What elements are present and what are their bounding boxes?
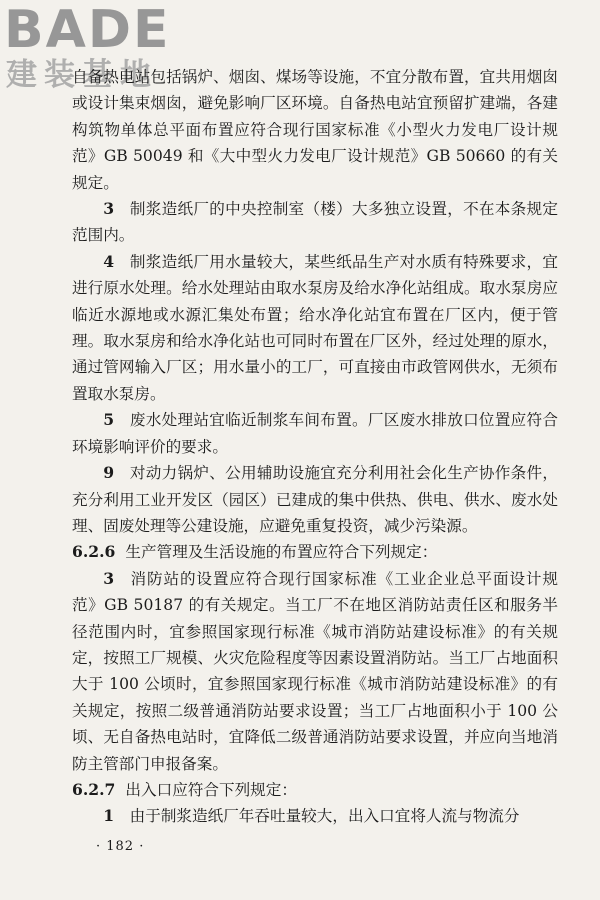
section-clause bbox=[72, 777, 558, 803]
paragraph bbox=[72, 566, 558, 777]
paragraph bbox=[72, 249, 558, 407]
paragraph-text: 制浆造纸厂的中央控制室（楼）大多独立设置，不在本条规定范围内。 bbox=[72, 200, 558, 245]
section-number: 6.2.6 bbox=[72, 542, 116, 562]
item-number: 1 bbox=[103, 806, 115, 826]
item-number: 4 bbox=[103, 251, 115, 271]
item-number: 9 bbox=[103, 463, 115, 483]
watermark-brand: BADE bbox=[4, 0, 171, 60]
section-clause bbox=[72, 539, 558, 565]
page-number: · 182 · bbox=[96, 839, 145, 854]
item-number: 3 bbox=[103, 568, 115, 588]
section-text: 出入口应符合下列规定： bbox=[125, 780, 297, 799]
paragraph bbox=[72, 196, 558, 249]
paragraph-text: 由于制浆造纸厂年吞吐量较大，出入口宜将人流与物流分 bbox=[129, 807, 520, 826]
section-text: 生产管理及生活设施的布置应符合下列规定： bbox=[125, 543, 438, 562]
paragraph bbox=[72, 407, 558, 460]
watermark-subtitle: 建装基地 bbox=[6, 57, 158, 93]
page-body bbox=[72, 64, 558, 830]
paragraph bbox=[72, 64, 558, 196]
paragraph-text: 消防站的设置应符合现行国家标准《工业企业总平面设计规范》GB 50187 的有关规定。当工厂不在地区消防站责任区和服务半径范围内时，宜参照国家现行标准《城市消防站建设标准》的有关规定，按照工厂规模、火灾危险程度等因素设置消防站。当工厂占地面积大于 100 公顷时，宜参照国家现行标准《城市消防站建设标准》的有关规定，按照二级普通消防站要求设置；当工厂占地面积小于 100 公顷、无自备热电站时，宜降低二级普通消防站要求设置，并应向当地消防主管部门申报备案。 bbox=[72, 569, 558, 773]
paragraph-text: 对动力锅炉、公用辅助设施宜充分利用社会化生产协作条件，充分利用工业开发区（园区）已建成的集中供热、供电、供水、废水处理、固废处理等公建设施，应避免重复投资，减少污染源。 bbox=[72, 464, 558, 535]
paragraph bbox=[72, 803, 558, 829]
item-number: 3 bbox=[103, 199, 115, 219]
item-number: 5 bbox=[103, 410, 115, 430]
paragraph bbox=[72, 460, 558, 539]
section-number: 6.2.7 bbox=[72, 779, 116, 799]
paragraph-text: 自备热电站包括锅炉、烟囱、煤场等设施，不宜分散布置，宜共用烟囱或设计集束烟囱，避免影响厂区环境。自备热电站宜预留扩建端，各建构筑物单体总平面布置应符合现行国家标准《小型火力发电厂设计规范》GB 50049 和《大中型火力发电厂设计规范》GB 50660 的有关规定。 bbox=[72, 68, 558, 192]
paragraph-text: 制浆造纸厂用水量较大，某些纸品生产对水质有特殊要求，宜进行原水处理。给水处理站由取水泵房及给水净化站组成。取水泵房应临近水源地或水源汇集处布置；给水净化站宜布置在厂区内，便于管理。取水泵房和给水净化站也可同时布置在厂区外，经过处理的原水，通过管网输入厂区；用水量小的工厂，可直接由市政管网供水，无须布置取水泵房。 bbox=[72, 252, 558, 403]
paragraph-text: 废水处理站宜临近制浆车间布置。厂区废水排放口位置应符合环境影响评价的要求。 bbox=[72, 411, 558, 456]
